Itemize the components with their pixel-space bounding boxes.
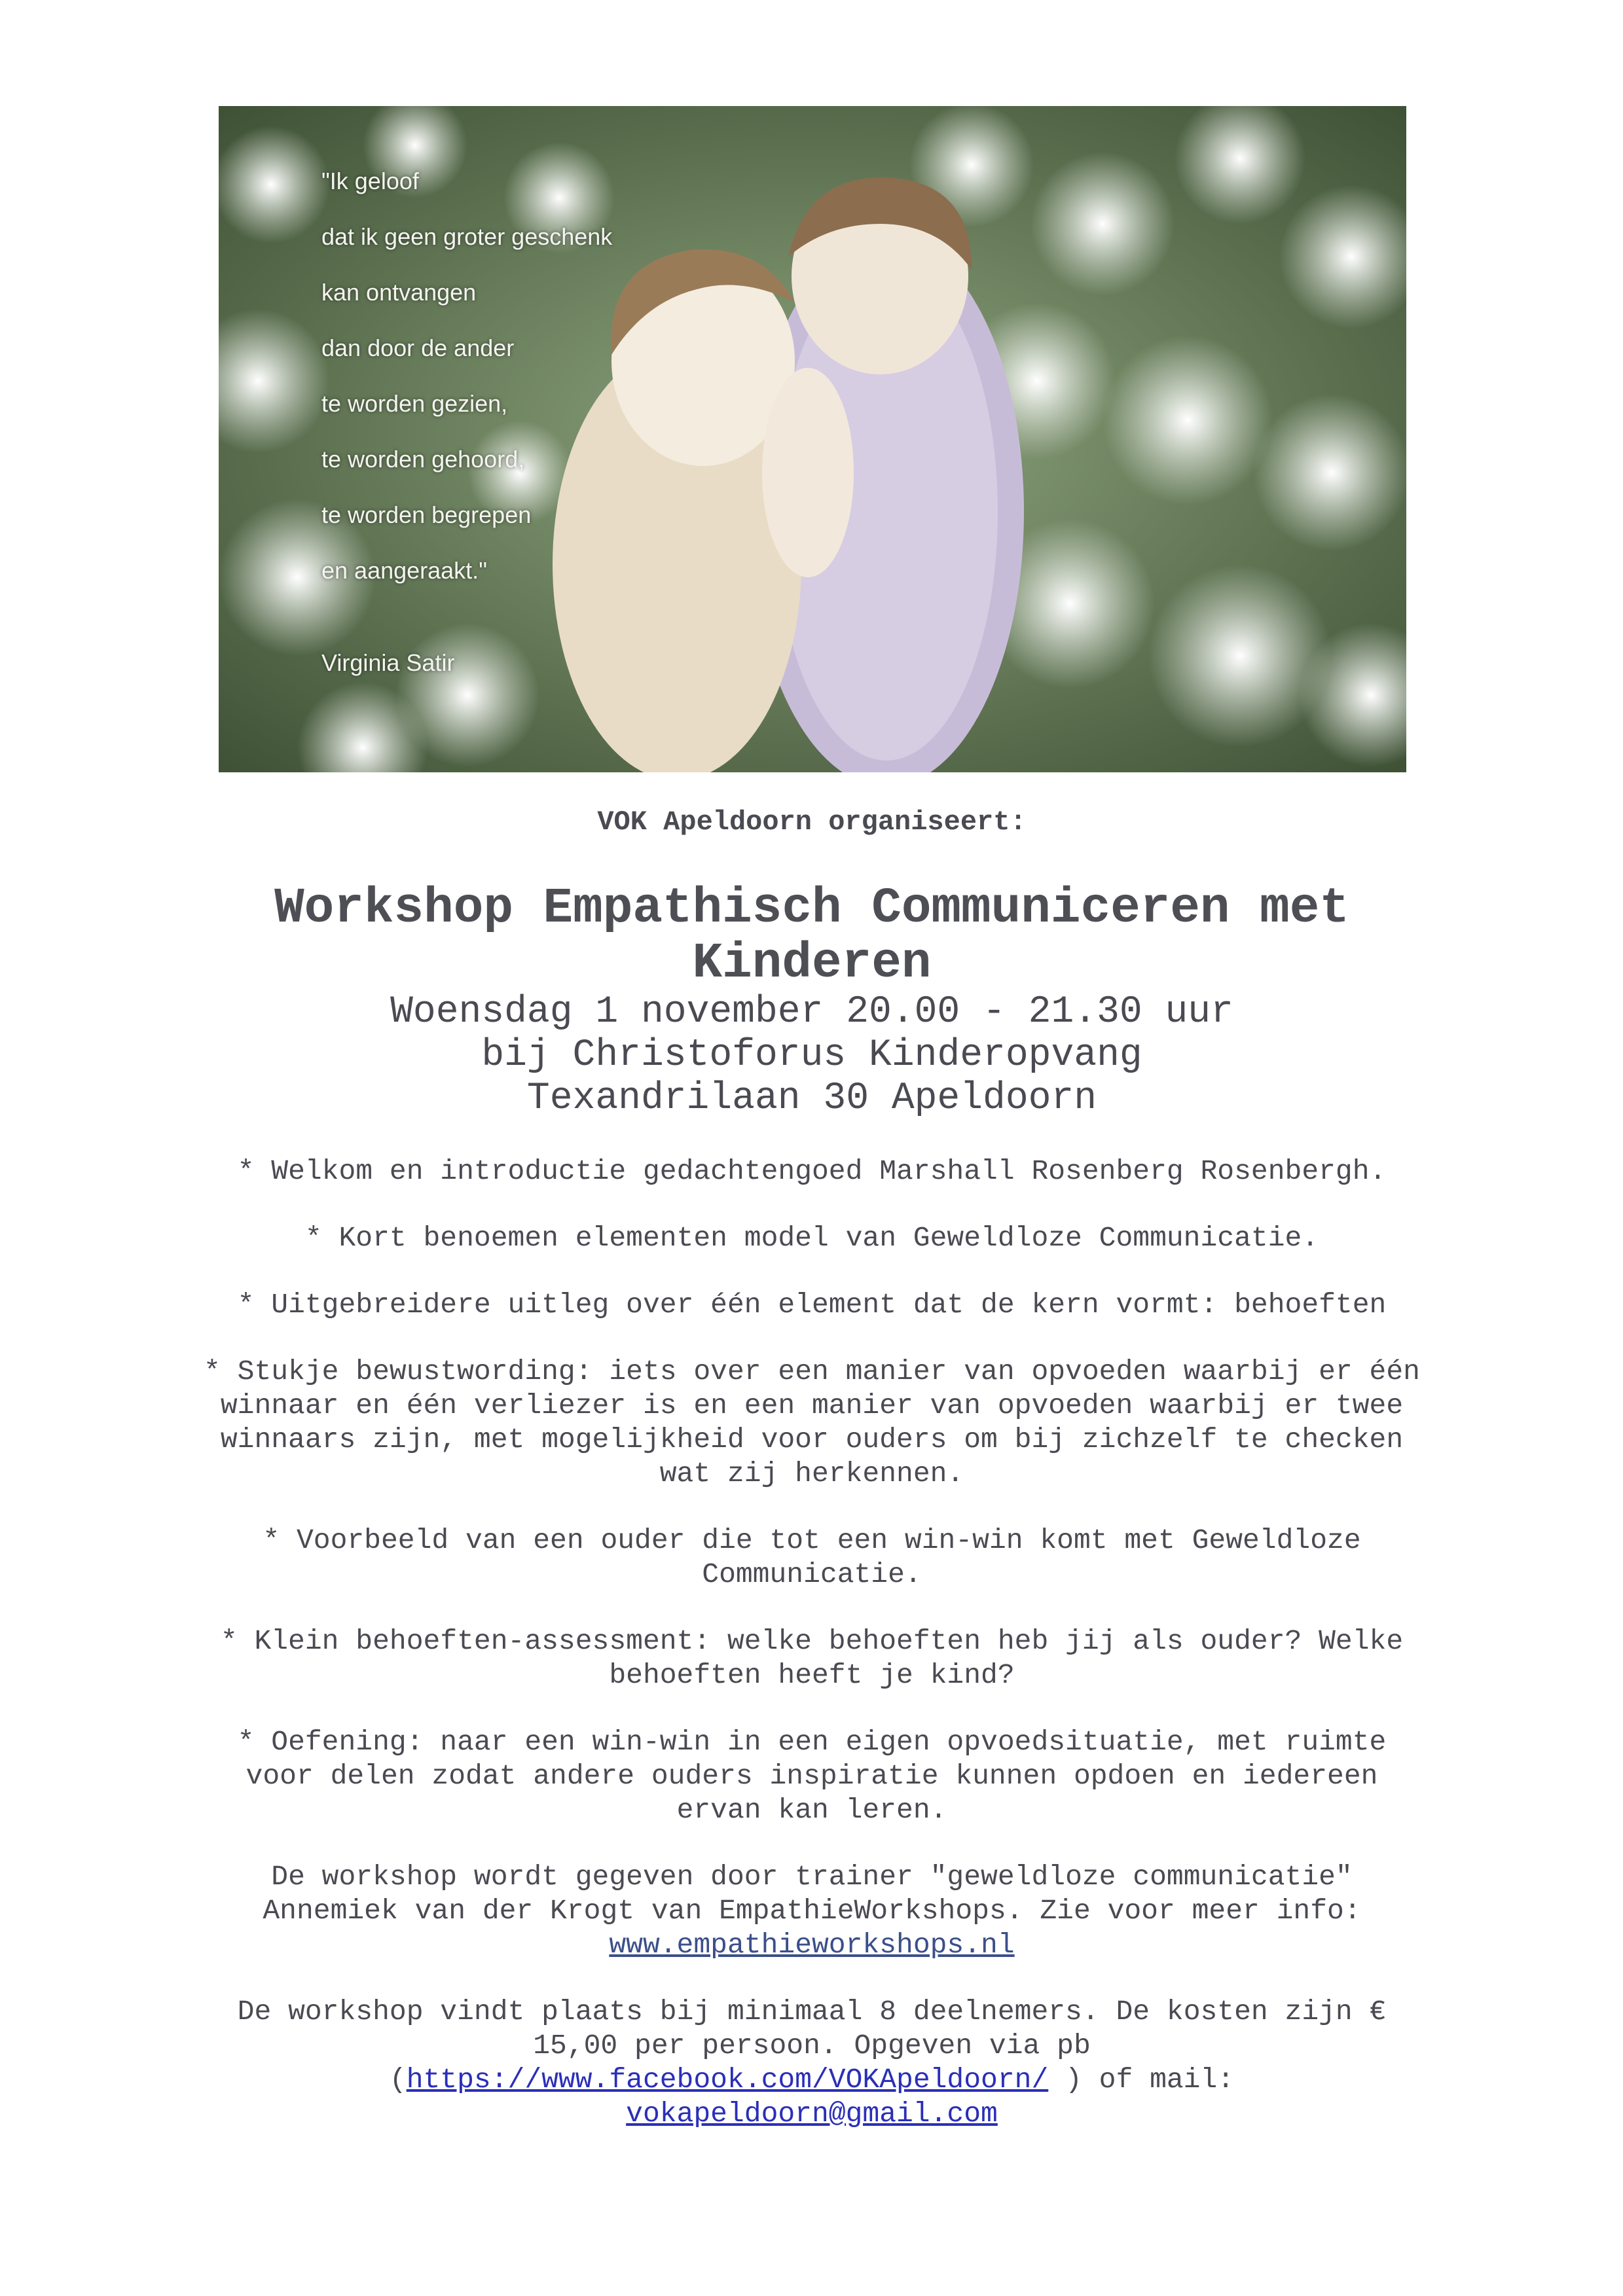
quote-line: en aangeraakt." bbox=[321, 557, 487, 584]
flyer-content bbox=[196, 802, 1427, 2164]
trainer-text: De workshop wordt gegeven door trainer "geweldloze communicatie" Annemiek van der Krogt van EmpathieWorkshops. Zie voor meer info: bbox=[263, 1861, 1361, 1927]
header-photo bbox=[219, 106, 1406, 772]
trainer-paragraph bbox=[196, 1860, 1427, 1962]
program-item: * Oefening: naar een win-win in een eigen opvoedsituatie, met ruimte voor delen zodat andere ouders inspiratie kunnen opdoen en iedereen ervan kan leren. bbox=[237, 1726, 1387, 1826]
event-venue: bij Christoforus Kinderopvang bbox=[481, 1034, 1142, 1077]
practical-text-middle: ) of mail: bbox=[1048, 2064, 1235, 2096]
quote-line: dat ik geen groter geschenk bbox=[321, 223, 613, 250]
email-link[interactable]: vokapeldoorn@gmail.com bbox=[626, 2098, 998, 2130]
website-link[interactable]: www.empathieworkshops.nl bbox=[609, 1929, 1015, 1961]
program-item: * Klein behoeften-assessment: welke behoeften heb jij als ouder? Welke behoeften heeft je kind? bbox=[220, 1625, 1404, 1691]
workshop-title: Workshop Empathisch Communiceren met Kinderen bbox=[274, 880, 1349, 992]
practical-paragraph bbox=[196, 1995, 1427, 2131]
quote-line: te worden gehoord, bbox=[321, 446, 525, 473]
quote bbox=[321, 153, 662, 598]
event-date-time: Woensdag 1 november 20.00 - 21.30 uur bbox=[390, 991, 1233, 1033]
organiser-line: VOK Apeldoorn organiseert: bbox=[597, 806, 1027, 838]
program-item: * Voorbeeld van een ouder die tot een win-win komt met Geweldloze Communicatie. bbox=[263, 1524, 1361, 1590]
quote-line: te worden gezien, bbox=[321, 390, 508, 417]
quote-author: Virginia Satir bbox=[321, 649, 455, 676]
quote-line: dan door de ander bbox=[321, 334, 515, 361]
program-item: * Uitgebreidere uitleg over één element dat de kern vormt: behoeften bbox=[237, 1289, 1387, 1321]
quote-line: kan ontvangen bbox=[321, 279, 477, 306]
program-item: * Welkom en introductie gedachtengoed Marshall Rosenberg Rosenbergh. bbox=[237, 1155, 1387, 1187]
quote-line: te worden begrepen bbox=[321, 501, 532, 528]
program-item: * Kort benoemen elementen model van Geweldloze Communicatie. bbox=[304, 1222, 1319, 1254]
quote-line: "Ik geloof bbox=[321, 168, 419, 194]
program-list bbox=[196, 1155, 1427, 2131]
facebook-link[interactable]: https://www.facebook.com/VOKApeldoorn/ bbox=[406, 2064, 1049, 2096]
program-item: * Stukje bewustwording: iets over een manier van opvoeden waarbij er één winnaar en één verliezer is en een manier van opvoeden waarbij er twee winnaars zijn, met mogelijkheid voor ouders om bij zichzelf te checken wat zij herkennen. bbox=[204, 1355, 1420, 1490]
event-address: Texandrilaan 30 Apeldoorn bbox=[526, 1077, 1097, 1120]
practical-text: De workshop vindt plaats bij minimaal 8 deelnemers. De kosten zijn € 15,00 per persoon. Opgeven via pb ( bbox=[237, 1996, 1387, 2096]
